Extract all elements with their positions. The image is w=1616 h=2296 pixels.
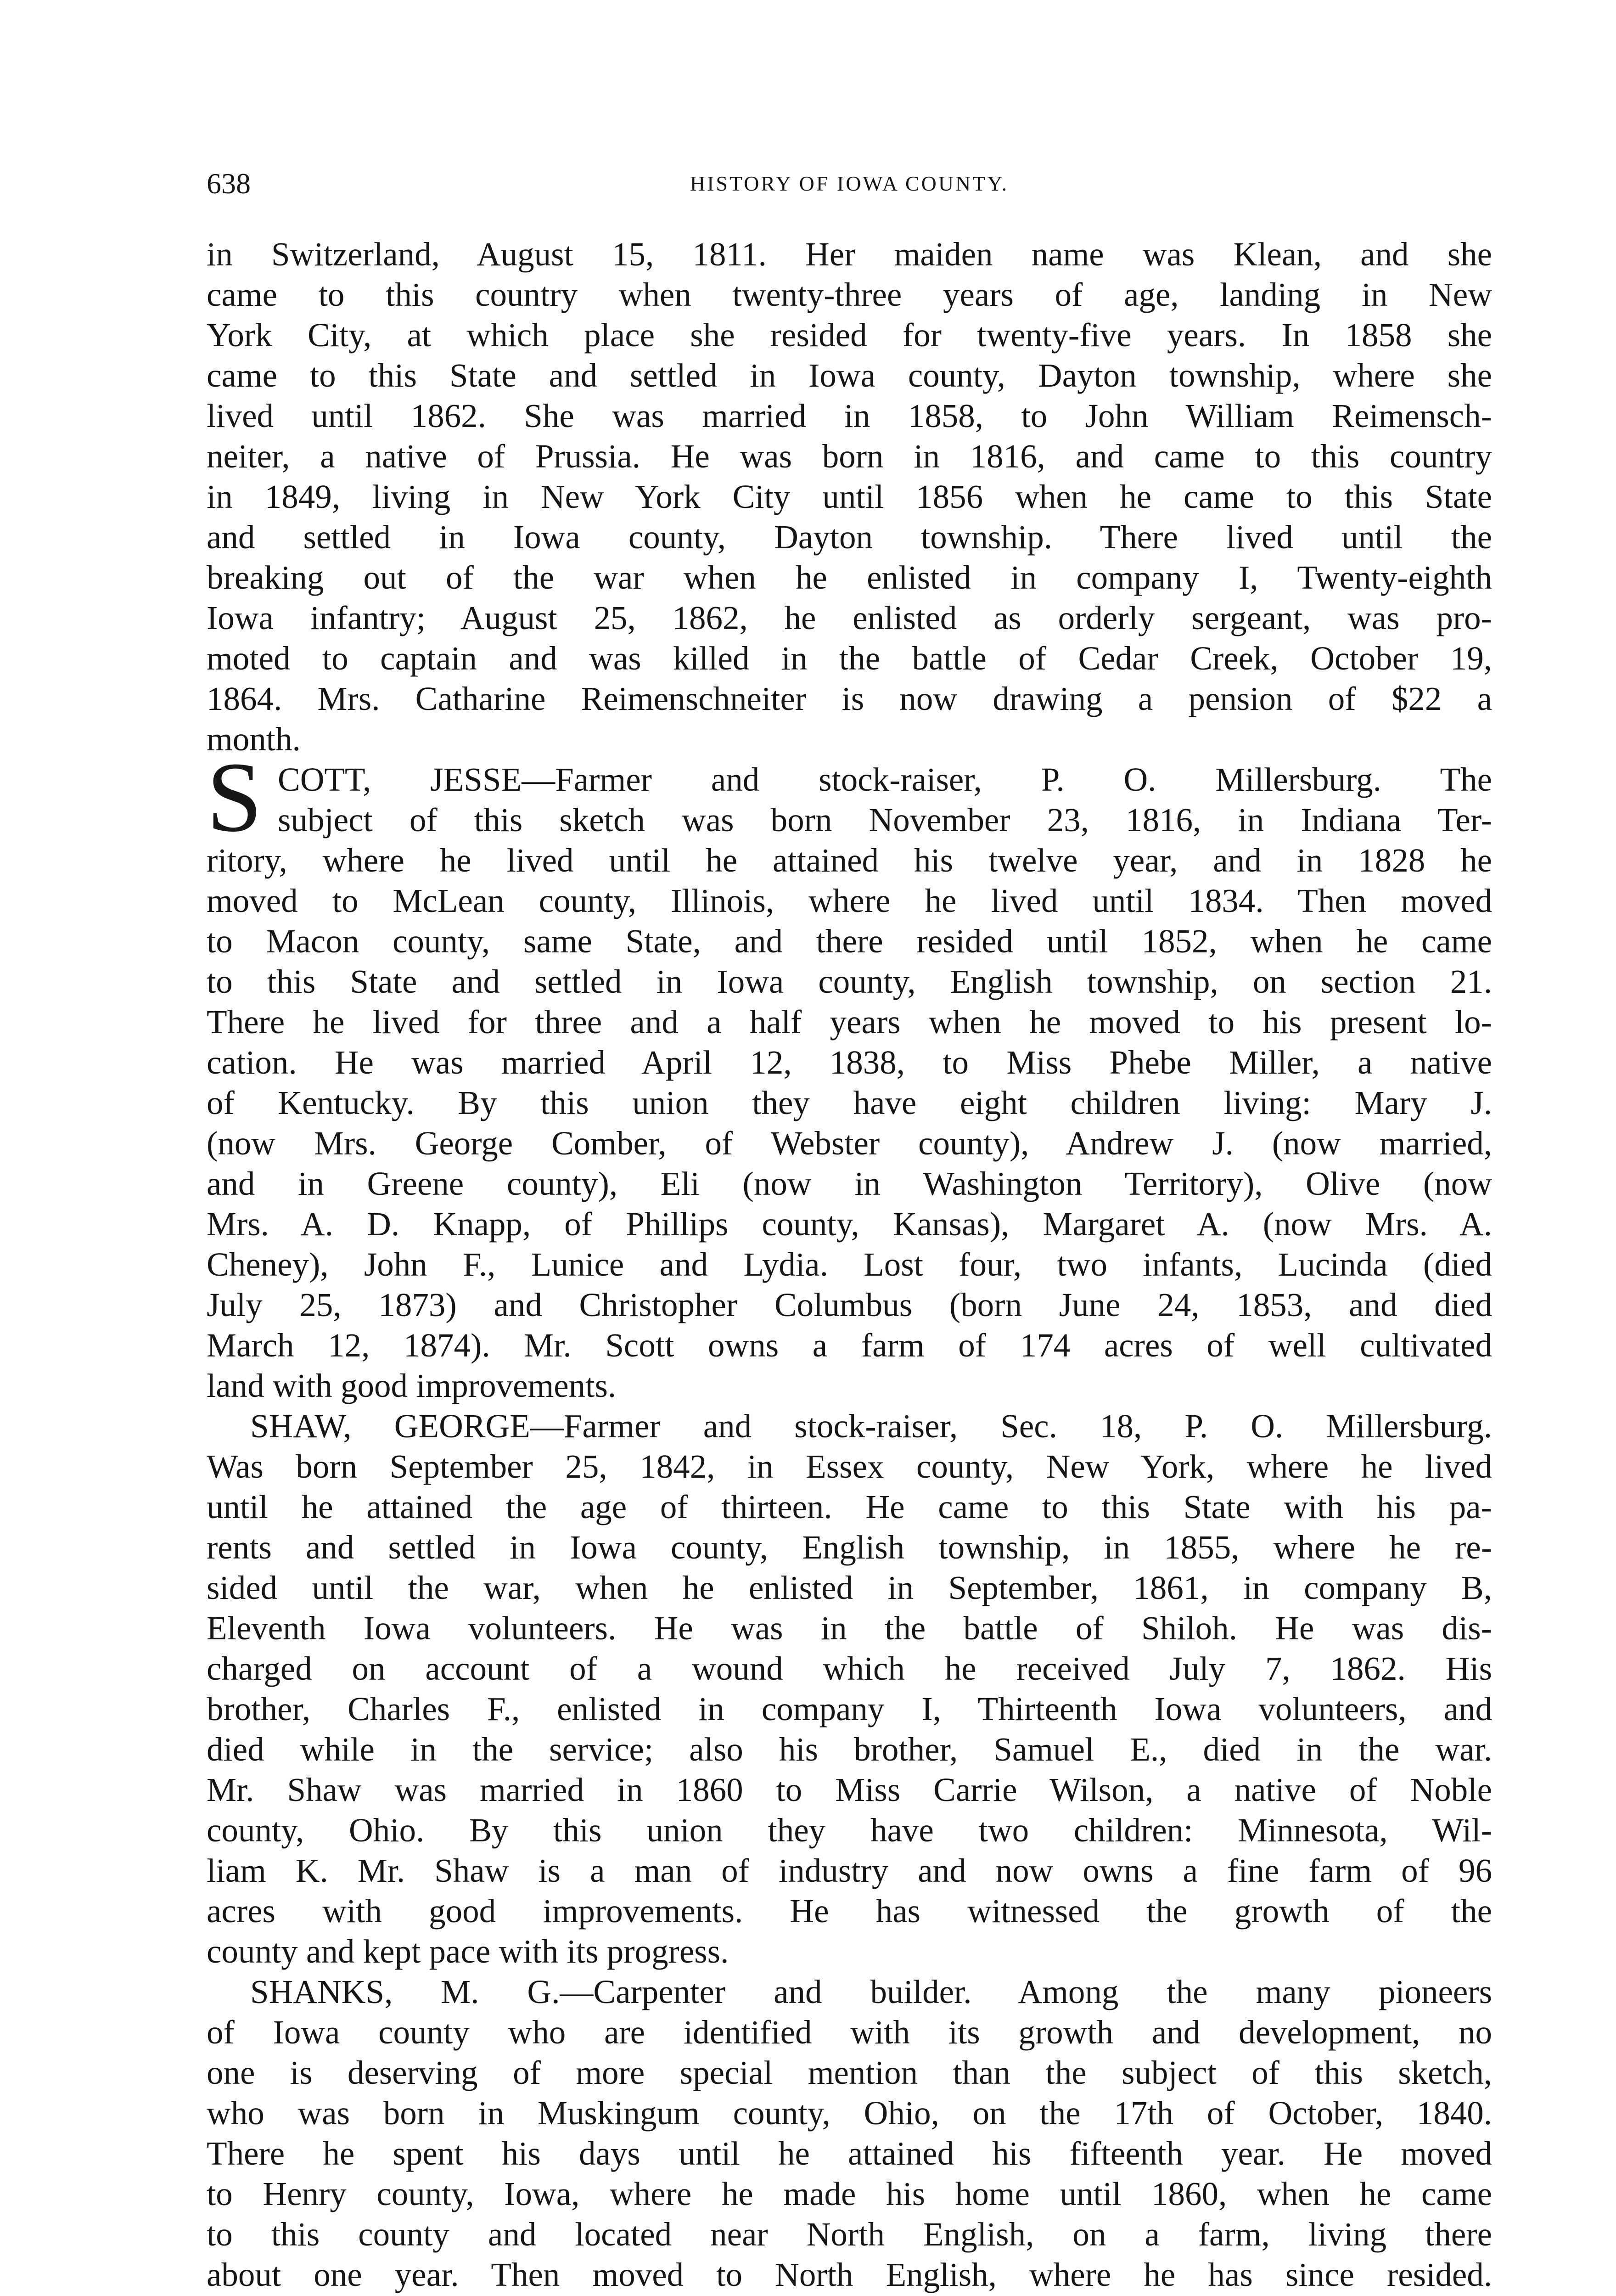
text-line: There he lived for three and a half years when he moved to his present lo- (207, 1003, 1492, 1041)
text-line: York City, at which place she resided for twenty-five years. In 1858 she (207, 316, 1492, 354)
text-line: about one year. Then moved to North English, where he has since resided. (207, 2256, 1492, 2293)
text-line: to this county and located near North English, on a farm, living there (207, 2216, 1492, 2253)
text-line: acres with good improvements. He has witnessed the growth of the (207, 1892, 1492, 1930)
text-line: There he spent his days until he attained his fifteenth year. He moved (207, 2135, 1492, 2172)
running-head: HISTORY OF IOWA COUNTY. (690, 172, 1009, 195)
text-line: Cheney), John F., Lunice and Lydia. Lost four, two infants, Lucinda (died (207, 1246, 1492, 1283)
text-line: March 12, 1874). Mr. Scott owns a farm of 174 acres of well cultivated (207, 1327, 1492, 1364)
text-line: of Kentucky. By this union they have eight children living: Mary J. (207, 1084, 1492, 1121)
text-line: Was born September 25, 1842, in Essex county, New York, where he lived (207, 1448, 1492, 1485)
text-line: one is deserving of more special mention than the subject of this sketch, (207, 2054, 1492, 2091)
text-line: Mr. Shaw was married in 1860 to Miss Carrie Wilson, a native of Noble (207, 1771, 1492, 1808)
text-line: subject of this sketch was born November 23, 1816, in Indiana Ter- (278, 801, 1492, 838)
text-line: county and kept pace with its progress. (207, 1933, 729, 1970)
text-line: rents and settled in Iowa county, English township, in 1855, where he re- (207, 1529, 1492, 1566)
text-line: Eleventh Iowa volunteers. He was in the battle of Shiloh. He was dis- (207, 1609, 1492, 1647)
text-line: ritory, where he lived until he attained his twelve year, and in 1828 he (207, 842, 1492, 879)
text-line: (now Mrs. George Comber, of Webster county), Andrew J. (now married, (207, 1125, 1492, 1162)
entry-heading-scott: COTT, JESSE—Farmer and stock-raiser, P. O. Millersburg. The (278, 761, 1492, 798)
text-line: breaking out of the war when he enlisted in company I, Twenty-eighth (207, 559, 1492, 596)
text-line: county, Ohio. By this union they have two children: Minnesota, Wil- (207, 1812, 1492, 1849)
text-line: in 1849, living in New York City until 1856 when he came to this State (207, 478, 1492, 515)
text-line: who was born in Muskingum county, Ohio, on the 17th of October, 1840. (207, 2094, 1492, 2132)
text-line: and settled in Iowa county, Dayton township. There lived until the (207, 518, 1492, 556)
text-line: until he attained the age of thirteen. He came to this State with his pa- (207, 1488, 1492, 1525)
drop-cap: S (207, 742, 263, 853)
page-header (207, 163, 1492, 204)
text-line: came to this State and settled in Iowa county, Dayton township, where she (207, 357, 1492, 394)
text-line: in Switzerland, August 15, 1811. Her maiden name was Klean, and she (207, 236, 1492, 273)
entry-heading-shaw: SHAW, GEORGE—Farmer and stock-raiser, Sec. 18, P. O. Millersburg. (250, 1407, 1492, 1445)
text-line: sided until the war, when he enlisted in September, 1861, in company B, (207, 1569, 1492, 1606)
text-line: came to this country when twenty-three years of age, landing in New (207, 276, 1492, 313)
text-line: moted to captain and was killed in the battle of Cedar Creek, October 19, (207, 640, 1492, 677)
text-line: July 25, 1873) and Christopher Columbus (born June 24, 1853, and died (207, 1286, 1492, 1323)
text-line: to Henry county, Iowa, where he made his home until 1860, when he came (207, 2175, 1492, 2212)
text-line: Iowa infantry; August 25, 1862, he enlisted as orderly sergeant, was pro- (207, 599, 1492, 636)
text-body (207, 234, 1492, 2296)
page-number: 638 (207, 167, 251, 200)
text-line: land with good improvements. (207, 1367, 617, 1404)
text-line: lived until 1862. She was married in 1858, to John William Reimensch- (207, 397, 1492, 434)
text-line: moved to McLean county, Illinois, where he lived until 1834. Then moved (207, 882, 1492, 919)
text-line: Mrs. A. D. Knapp, of Phillips county, Kansas), Margaret A. (now Mrs. A. (207, 1205, 1492, 1243)
text-line: 1864. Mrs. Catharine Reimenschneiter is now drawing a pension of $22 a (207, 680, 1492, 717)
text-line: charged on account of a wound which he received July 7, 1862. His (207, 1650, 1492, 1687)
text-line: to Macon county, same State, and there resided until 1852, when he came (207, 923, 1492, 960)
text-line: to this State and settled in Iowa county, English township, on section 21. (207, 963, 1492, 1000)
text-line: liam K. Mr. Shaw is a man of industry and now owns a fine farm of 96 (207, 1852, 1492, 1889)
text-line: died while in the service; also his brother, Samuel E., died in the war. (207, 1731, 1492, 1768)
text-line: cation. He was married April 12, 1838, to Miss Phebe Miller, a native (207, 1044, 1492, 1081)
text-line: neiter, a native of Prussia. He was born in 1816, and came to this country (207, 438, 1492, 475)
text-line: brother, Charles F., enlisted in company I, Thirteenth Iowa volunteers, and (207, 1690, 1492, 1728)
text-line: of Iowa county who are identified with its growth and development, no (207, 2014, 1492, 2051)
text-line: month. (207, 720, 301, 758)
entry-heading-shanks: SHANKS, M. G.—Carpenter and builder. Among the many pioneers (250, 1973, 1492, 2010)
text-line: and in Greene county), Eli (now in Washington Territory), Olive (now (207, 1165, 1492, 1202)
